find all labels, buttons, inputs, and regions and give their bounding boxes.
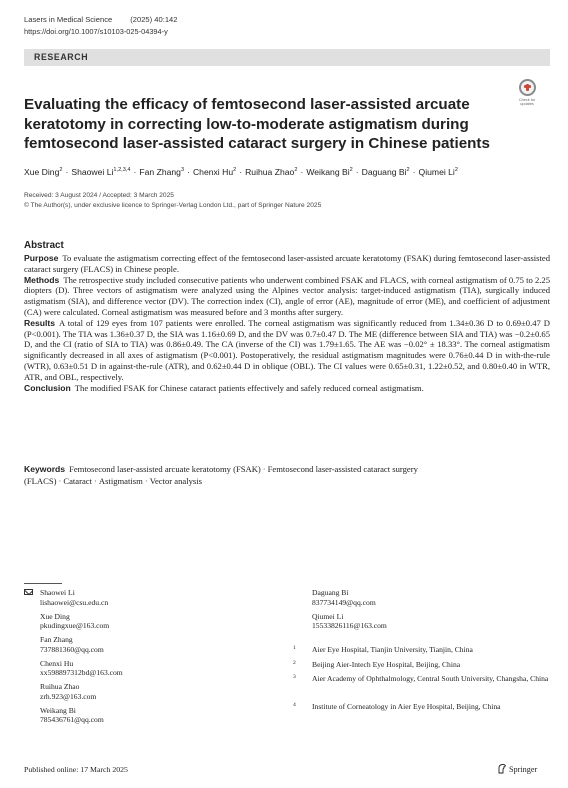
author-separator: · [133, 167, 137, 177]
keyword-item: Astigmatism [98, 476, 143, 486]
author-affiliation-sup: 2 [294, 167, 298, 173]
contact-name: Chenxi Hu [40, 658, 74, 668]
affiliation-entry [293, 702, 555, 712]
contact-email[interactable]: lishaowei@csu.edu.cn [40, 597, 109, 607]
contact-email[interactable]: 837734149@qq.com [312, 597, 376, 607]
results-text: A total of 129 eyes from 107 patients were enrolled. The corneal astigmatism was significantly reduced from 1.34±0.36 D to 0.69±0.47 D (P<0.001). The TIA was 1.36±0.37 D, the SIA was 1.16±0.69 D, and the DV was 0.7±0.47 D. The ME (difference between SIA and TIA) was −0.2±0.65 D, and the CI (ratio of SIA to TIA) was 0.86±0.49. The CA (inverse of the CI) was 1.79±1.65. The AE was −0.02° ± 18.33°. The corneal astigmatism significantly decreased in all axes of astigmatism (P<0.001). Postoperatively, the residual astigmatism magnitudes were 0.76±0.44 D in with-the-rule (WTR), 0.63±0.51 D in against-the-rule (ATR), and 0.62±0.44 D in oblique (OBL). The CI values were 0.65±0.31, 1.22±0.52, and 0.80±0.40 in WTR, ATR, and OBL, respectively. [24, 317, 550, 382]
contact-entry [40, 682, 96, 701]
purpose-label: Purpose [24, 253, 59, 263]
keyword-separator: · [262, 464, 266, 474]
section-bar [24, 49, 550, 66]
crossmark-icon [519, 79, 536, 96]
keyword-separator: · [94, 476, 97, 486]
abstract-methods [24, 275, 550, 318]
author-separator: · [412, 167, 416, 177]
contact-email[interactable]: xx598897312bd@163.com [40, 668, 123, 678]
contact-email[interactable]: 15533826116@163.com [312, 621, 387, 631]
author-affiliation-sup: 1,2,3,4 [113, 167, 131, 173]
author-name[interactable]: Fan Zhang [139, 167, 181, 177]
abstract-purpose [24, 253, 550, 275]
abstract-results [24, 318, 550, 383]
author-name[interactable]: Ruihua Zhao [245, 167, 295, 177]
affiliation-text: Aier Academy of Ophthalmology, Central South University, Changsha, China [312, 674, 549, 683]
springer-horse-icon [497, 763, 507, 774]
affiliation-text: Institute of Corneatology in Aier Eye Hospital, Beijing, China [312, 702, 501, 711]
conclusion-text: The modified FSAK for Chinese cataract patients effectively and safely reduced corneal astigmatism. [74, 382, 424, 393]
keyword-item: Femtosecond laser-assisted cataract surgery (FLACS) [24, 464, 418, 486]
author-affiliation-sup: 2 [454, 167, 458, 173]
contact-entry [312, 588, 376, 607]
contact-entry [40, 612, 109, 631]
footnote-divider [24, 583, 62, 584]
affiliation-text: Aier Eye Hospital, Tianjin University, Tianjin, China [312, 645, 473, 654]
author-separator: · [65, 167, 69, 177]
crossmark-label: Check for updates [518, 98, 536, 107]
contact-entry [40, 635, 104, 654]
author-separator: · [355, 167, 359, 177]
author-name[interactable]: Daguang Bi [361, 167, 407, 177]
affiliation-entry [293, 674, 555, 684]
purpose-text: To evaluate the astigmatism correcting effect of the femtosecond laser-assisted arcuate keratotomy (FSAK) during femtosecond laser-assisted cataract surgery (FLACS) in Chinese people. [24, 253, 550, 274]
article-title: Evaluating the efficacy of femtosecond laser-assisted arcuate keratotomy in correcting low-to-moderate astigmatism during femtosecond laser-assisted cataract surgery in Chinese patients [24, 96, 490, 152]
contact-name: Fan Zhang [40, 635, 73, 644]
keyword-item: Cataract [63, 476, 92, 486]
abstract-heading: Abstract [24, 240, 64, 251]
author-separator: · [300, 167, 304, 177]
affiliation-text: Beijing Aier-Intech Eye Hospital, Beijing, China [312, 660, 461, 669]
author-affiliation-sup: 2 [349, 167, 353, 173]
contact-name: Xue Ding [40, 611, 70, 621]
affiliation-number: 2 [293, 660, 296, 666]
contact-name: Ruihua Zhao [40, 682, 80, 691]
envelope-icon [24, 589, 33, 595]
author-separator: · [187, 167, 190, 177]
author-name[interactable]: Qiumei Li [418, 167, 455, 177]
author-name[interactable]: Chenxi Hu [192, 167, 234, 177]
contact-entry [40, 659, 123, 678]
contact-email[interactable]: pkudingxue@163.com [40, 621, 110, 631]
article-dates: Received: 3 August 2024 / Accepted: 3 March 2025 [24, 192, 174, 199]
publisher-logo [497, 763, 537, 774]
author-list [24, 167, 554, 177]
copyright-notice: © The Author(s), under exclusive licence to Springer-Verlag London Ltd., part of Springer Nature 2025 [24, 202, 322, 209]
keyword-separator: · [144, 476, 148, 486]
published-date: Published online: 17 March 2025 [24, 765, 128, 774]
author-affiliation-sup: 3 [180, 167, 185, 173]
keyword-list [24, 464, 418, 486]
contact-entry [40, 588, 108, 607]
methods-label: Methods [24, 274, 60, 285]
affiliation-number: 4 [293, 702, 296, 708]
results-label: Results [24, 317, 56, 328]
abstract-body [24, 253, 550, 393]
author-name[interactable]: Xue Ding [24, 167, 60, 177]
keyword-separator: · [58, 476, 62, 486]
journal-name: Lasers in Medical Science [24, 15, 113, 24]
section-label: RESEARCH [34, 52, 89, 62]
author-affiliation-sup: 2 [406, 167, 410, 173]
contact-name: Shaowei Li [40, 588, 75, 597]
contact-name: Weikang Bi [40, 705, 76, 715]
contact-name: Daguang Bi [312, 588, 349, 597]
contact-email[interactable]: 785436761@qq.com [40, 715, 104, 725]
methods-text: The retrospective study included consecutive patients who underwent combined FSAK and FLACS, with corneal astigmatism of 0.75 to 2.25 diopters (D). Three vectors of astigmatism were analyzed using the Alpines vector analysis: target-induced astigmatism (TIA), surgically induced astigmatism (SIA), and difference vector (DV). The correction index (CI), angle of error (AE), magnitude of error (ME), and coefficient of adjustment (CA) were calculated. Corneal astigmatism was measured before and 3 months after surgery. [24, 274, 550, 317]
keyword-item: Femtosecond laser-assisted arcuate keratotomy (FSAK) [69, 464, 261, 474]
author-separator: · [239, 167, 243, 177]
abstract-conclusion [24, 383, 550, 394]
doi-link[interactable]: https://doi.org/10.1007/s10103-025-04394-y [24, 27, 168, 36]
author-name[interactable]: Shaowei Li [71, 167, 114, 177]
conclusion-label: Conclusion [24, 382, 71, 393]
contact-entry [40, 706, 104, 725]
journal-header [24, 15, 178, 24]
author-name[interactable]: Weikang Bi [306, 167, 350, 177]
keyword-item: Vector analysis [149, 476, 202, 486]
journal-citation: (2025) 40:142 [130, 15, 178, 24]
affiliation-number: 1 [293, 645, 296, 651]
publisher-name: Springer [509, 765, 538, 774]
author-affiliation-sup: 2 [233, 167, 237, 173]
affiliation-entry [293, 645, 555, 655]
keywords-label: Keywords [24, 464, 66, 474]
contact-entry [312, 612, 387, 631]
contact-name: Qiumei Li [312, 611, 344, 621]
contact-email[interactable]: zrh.923@163.com [40, 691, 97, 701]
affiliation-number: 3 [293, 674, 296, 680]
affiliation-entry [293, 660, 555, 670]
contact-email[interactable]: 737881360@qq.com [40, 644, 104, 654]
check-for-updates-badge[interactable] [514, 79, 540, 113]
keywords [24, 463, 550, 487]
author-affiliation-sup: 2 [59, 167, 63, 173]
